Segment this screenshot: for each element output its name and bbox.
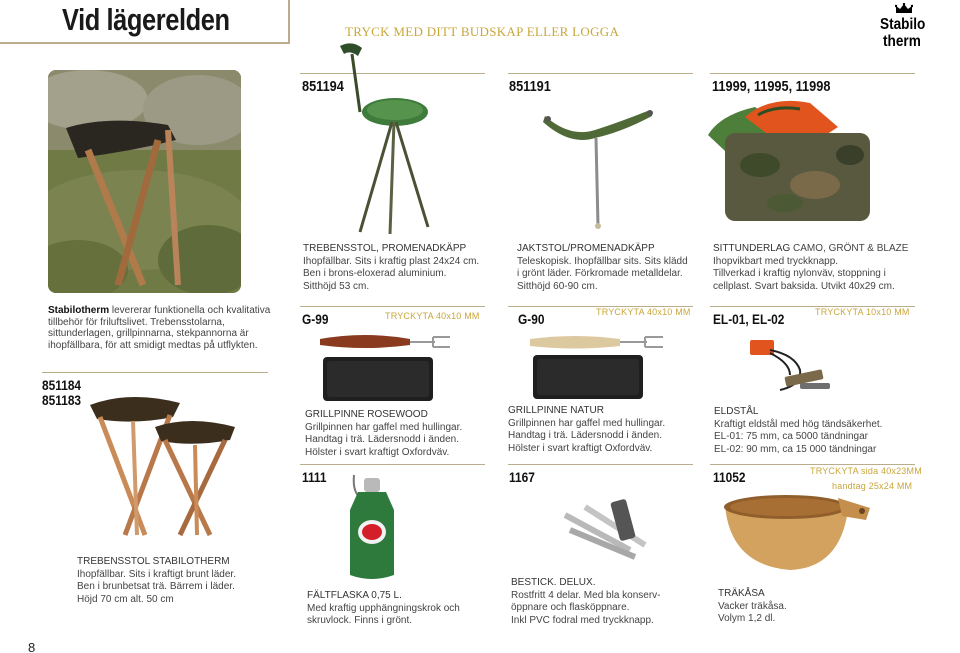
intro-brand: Stabilotherm [48,305,110,316]
desc-line: Hölster i svart kraftigt Oxfordväv. [305,446,450,458]
desc-line: skruvlock. Finns i grönt. [307,615,413,626]
code-g90: G-90 [518,311,545,327]
desc-line: EL-01: 75 mm, ca 5000 tändningar [714,431,868,442]
desc-jaktstol [517,243,707,293]
image-faltflaska [340,470,405,585]
desc-grillpinne-rosewood [305,409,505,459]
desc-line: Tillverkad i kraftig nylonväv, stoppning i [713,268,886,279]
desc-sittunderlag [713,243,913,293]
code-851184: 851184 [42,377,82,393]
desc-line: Ihopfällbar. Sits i kraftigt brunt läder. [77,568,236,580]
image-jaktstol [540,108,660,233]
desc-faltflaska [307,590,497,628]
image-trakasa [720,480,875,575]
desc-line: Volym 1,2 dl. [718,613,776,624]
stabilotherm-logo [878,3,930,55]
code-g99: G-99 [302,311,329,327]
code-11999-11995-11998: 11999, 11995, 11998 [712,78,831,95]
crown-icon [895,3,913,14]
image-grillpinne-natur [525,325,675,401]
desc-trebensstol-promenadkapp [303,243,503,293]
desc-title: JAKTSTOL/PROMENADKÄPP [517,243,655,254]
desc-line: Vacker träkåsa. [718,600,787,612]
desc-line: i grönt läder. Förkromade metalldelar. [517,268,683,279]
desc-line: EL-02: 90 mm, ca 15 000 tändningar [714,443,877,455]
image-bestick [560,495,670,570]
divider-1111 [300,464,485,465]
tryckyta-g99: TRYCKYTA 40x10 MM [385,311,480,321]
image-sittunderlag [700,95,875,227]
desc-line: Med kraftig upphängningskrok och [307,602,460,614]
desc-title: FÄLTFLASKA 0,75 L. [307,590,402,601]
desc-title: GRILLPINNE NATUR [508,405,604,416]
desc-line: Handtag i trä. Lädersnodd i änden. [305,434,459,445]
logo-text-therm: therm [883,33,921,50]
header-tagline: TRYCK MED DITT BUDSKAP ELLER LOGGA [345,24,620,39]
desc-line: Inkl PVC fodral med tryckknapp. [511,614,654,626]
desc-line: Rostfritt 4 delar. Med bla konserv- [511,589,661,601]
tryckyta-kasa-handtag: handtag 25x24 MM [832,481,913,491]
image-eldstal [740,335,835,405]
code-1111: 1111 [302,469,327,485]
desc-line: Höjd 70 cm alt. 50 cm [77,593,174,605]
desc-bestick [511,577,701,627]
header-divider-vertical [288,0,290,44]
desc-title: SITTUNDERLAG [713,243,791,254]
intro-text [48,305,273,351]
header-divider [0,42,290,44]
desc-line: Hölster i svart kraftigt Oxfordväv. [508,442,653,454]
divider-col4 [710,73,915,74]
desc-line: Sitthöjd 53 cm. [303,280,370,292]
desc-line: Sitthöjd 60-90 cm. [517,280,598,292]
desc-line: Grillpinnen har gaffel med hullingar. [508,417,666,429]
desc-line: Ben i brunbetsat trä. Bärrem i läder. [77,581,235,592]
tryckyta-kasa-sida: TRYCKYTA sida 40x23MM [810,466,922,476]
desc-line: Grillpinnen har gaffel med hullingar. [305,421,463,433]
desc-trakasa [718,588,868,626]
code-1167: 1167 [509,469,535,485]
logo-text-stabilo: Stabilo [880,16,926,33]
image-grillpinne-rosewood [315,325,465,405]
desc-title: BESTICK. DELUX. [511,577,596,588]
desc-line: Ihopfällbar. Sits i kraftig plast 24x24 cm. [303,255,480,267]
desc-trebensstol-stabilotherm [77,556,277,606]
code-851191: 851191 [509,78,551,95]
code-11052: 11052 [713,469,746,485]
code-851183: 851183 [42,392,82,408]
page-number: 8 [28,640,36,653]
code-el-01-el-02: EL-01, EL-02 [713,311,785,327]
intro-body: levererar funktionella och kvalitativa tillbehör för friluftslivet. Trebensstolarna, sittunderlagen, grillpinnarna, stekpannorna är ihopfällbara, för att smidigt medtas på utflykten. [48,305,271,351]
image-trebensstol-promenadkapp [330,42,440,237]
desc-line: Handtag i trä. Lädersnodd i änden. [508,430,662,441]
desc-line: Kraftigt eldstål med hög tändsäkerhet. [714,418,883,430]
divider-1167 [508,464,693,465]
desc-eldstal [714,406,914,456]
desc-title: TREBENSSTOL, PROMENADKÄPP [303,243,467,254]
code-851194: 851194 [302,78,344,95]
desc-title: GRILLPINNE ROSEWOOD [305,409,428,420]
desc-title-variants: CAMO, GRÖNT & BLAZE [790,243,909,254]
desc-line: Ihopvikbart med tryckknapp. [713,255,839,267]
divider-col3 [508,73,693,74]
desc-line: Teleskopisk. Ihopfällbar sits. Sits klädd [517,255,688,267]
desc-title-row [713,243,913,256]
desc-grillpinne-natur [508,405,703,455]
desc-line: Ben i brons-eloxerad aluminium. [303,268,447,279]
page-title: Vid lägerelden [62,2,230,37]
photo-stool-outdoor [48,70,241,293]
desc-line: cellplast. Svart baksida. Utvikt 40x29 cm. [713,280,895,292]
image-stools-wooden [85,385,245,545]
desc-title: ELDSTÅL [714,406,759,417]
desc-title: TREBENSSTOL STABILOTHERM [77,556,230,567]
divider-11052 [710,464,915,465]
tryckyta-el: TRYCKYTA 10x10 MM [815,307,910,317]
desc-title: TRÄKÅSA [718,588,765,599]
tryckyta-g90: TRYCKYTA 40x10 MM [596,307,691,317]
divider-left [42,372,268,373]
divider-g99 [300,306,485,307]
desc-line: öppnare och flasköppnare. [511,602,630,613]
